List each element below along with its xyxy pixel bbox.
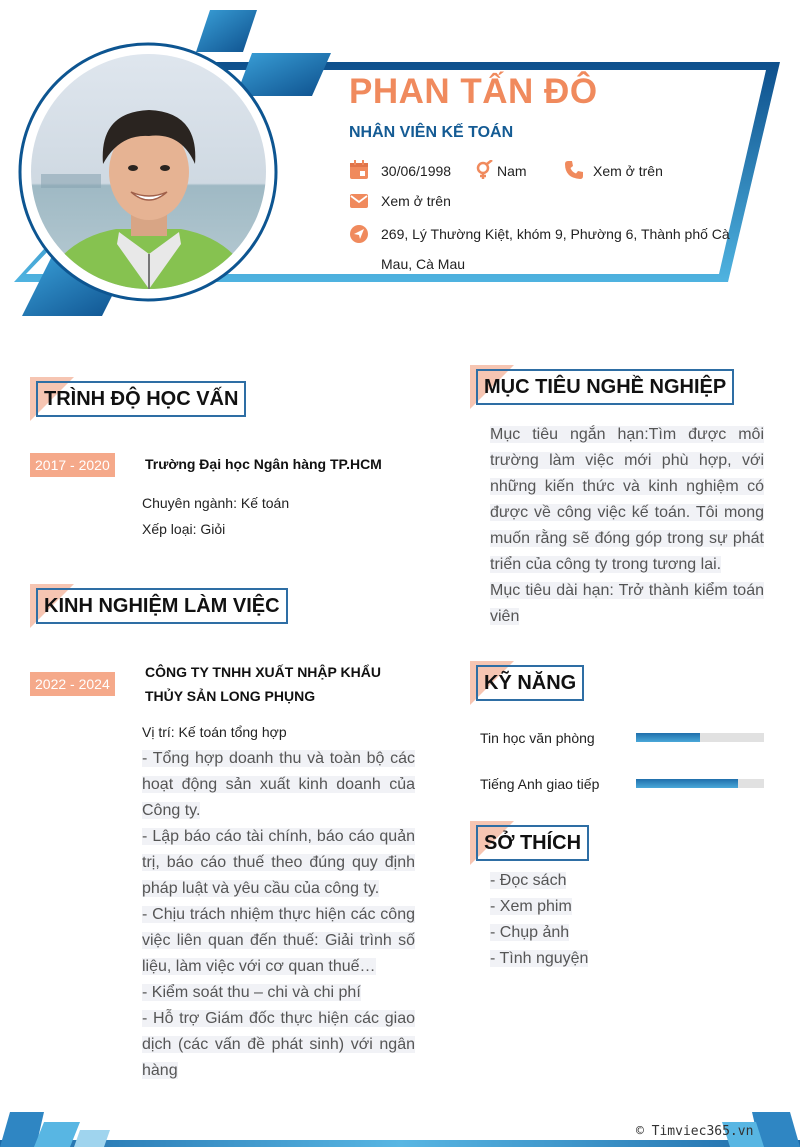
education-years-badge: 2017 - 2020 xyxy=(30,453,115,477)
hobby-item: - Đọc sách xyxy=(490,872,567,889)
avatar xyxy=(31,54,266,289)
candidate-name: PHAN TẤN ĐÔ xyxy=(349,72,598,111)
address-line-1: 269, Lý Thường Kiệt, khóm 9, Phường 6, Thành phố Cà xyxy=(381,226,730,242)
email: Xem ở trên xyxy=(381,193,451,209)
gender-icon xyxy=(474,160,494,180)
experience-heading: KINH NGHIỆM LÀM VIỆC xyxy=(36,588,288,624)
experience-years-badge: 2022 - 2024 xyxy=(30,672,115,696)
location-icon xyxy=(349,224,369,244)
duty-item: - Kiểm soát thu – chi và chi phí xyxy=(142,984,361,1001)
skill-bar-fill xyxy=(636,779,738,788)
phone-icon xyxy=(564,160,584,180)
calendar-icon xyxy=(349,160,369,180)
skill-name: Tin học văn phòng xyxy=(480,730,595,746)
address-line-2: Mau, Cà Mau xyxy=(381,256,466,272)
avatar-photo xyxy=(31,54,266,289)
experience-position: Vị trí: Kế toán tổng hợp xyxy=(142,724,287,740)
copyright-text: © Timviec365.vn xyxy=(636,1124,754,1139)
experience-duties xyxy=(142,746,415,1084)
duty-item: - Tổng hợp doanh thu và toàn bộ các hoạt động sản xuất kinh doanh của Công ty. xyxy=(142,750,415,819)
experience-company: CÔNG TY TNHH XUẤT NHẬP KHẨU THỦY SẢN LONG PHỤNG xyxy=(145,664,381,704)
education-heading: TRÌNH ĐỘ HỌC VẤN xyxy=(36,381,246,417)
hobbies-heading: SỞ THÍCH xyxy=(476,825,589,861)
gender: Nam xyxy=(497,163,527,179)
hobbies-list xyxy=(490,868,588,972)
skill-bar-fill xyxy=(636,733,700,742)
birthday: 30/06/1998 xyxy=(381,163,452,179)
phone: Xem ở trên xyxy=(593,163,663,179)
education-major: Chuyên ngành: Kế toán xyxy=(142,495,290,511)
education-grade: Xếp loại: Giỏi xyxy=(142,521,226,537)
job-title: NHÂN VIÊN KẾ TOÁN xyxy=(349,124,514,141)
skill-bar xyxy=(636,779,764,788)
career-goal-heading: MỤC TIÊU NGHỀ NGHIỆP xyxy=(476,369,734,405)
duty-item: - Chịu trách nhiệm thực hiện các công việc liên quan đến thuế: Giải trình số liệu, làm việc với cơ quan thuế… xyxy=(142,906,415,975)
duty-item: - Hỗ trợ Giám đốc thực hiện các giao dịch (các vấn đề phát sinh) với ngân hàng xyxy=(142,1010,415,1079)
skill-bar xyxy=(636,733,764,742)
skill-name: Tiếng Anh giao tiếp xyxy=(480,776,600,792)
career-goal-text xyxy=(490,422,764,630)
skills-heading: KỸ NĂNG xyxy=(476,665,584,701)
duty-item: - Lập báo cáo tài chính, báo cáo quản trị, báo cáo thuế theo đúng quy định pháp luật và yêu cầu của công ty. xyxy=(142,828,415,897)
email-icon xyxy=(349,191,369,211)
hobby-item: - Tình nguyện xyxy=(490,950,589,967)
long-term-goal: Mục tiêu dài hạn: Trở thành kiểm toán viên xyxy=(490,582,764,625)
short-term-goal: Mục tiêu ngắn hạn:Tìm được môi trường làm việc mới phù hợp, với những kiến thức và kinh nghiệm có được về công việc kế toán. Tôi mong muốn rằng sẽ đóng góp trong sự phát triển của công ty trong tương lai. xyxy=(490,426,764,573)
education-school: Trường Đại học Ngân hàng TP.HCM xyxy=(145,456,382,472)
hobby-item: - Chụp ảnh xyxy=(490,924,570,941)
hobby-item: - Xem phim xyxy=(490,898,572,915)
